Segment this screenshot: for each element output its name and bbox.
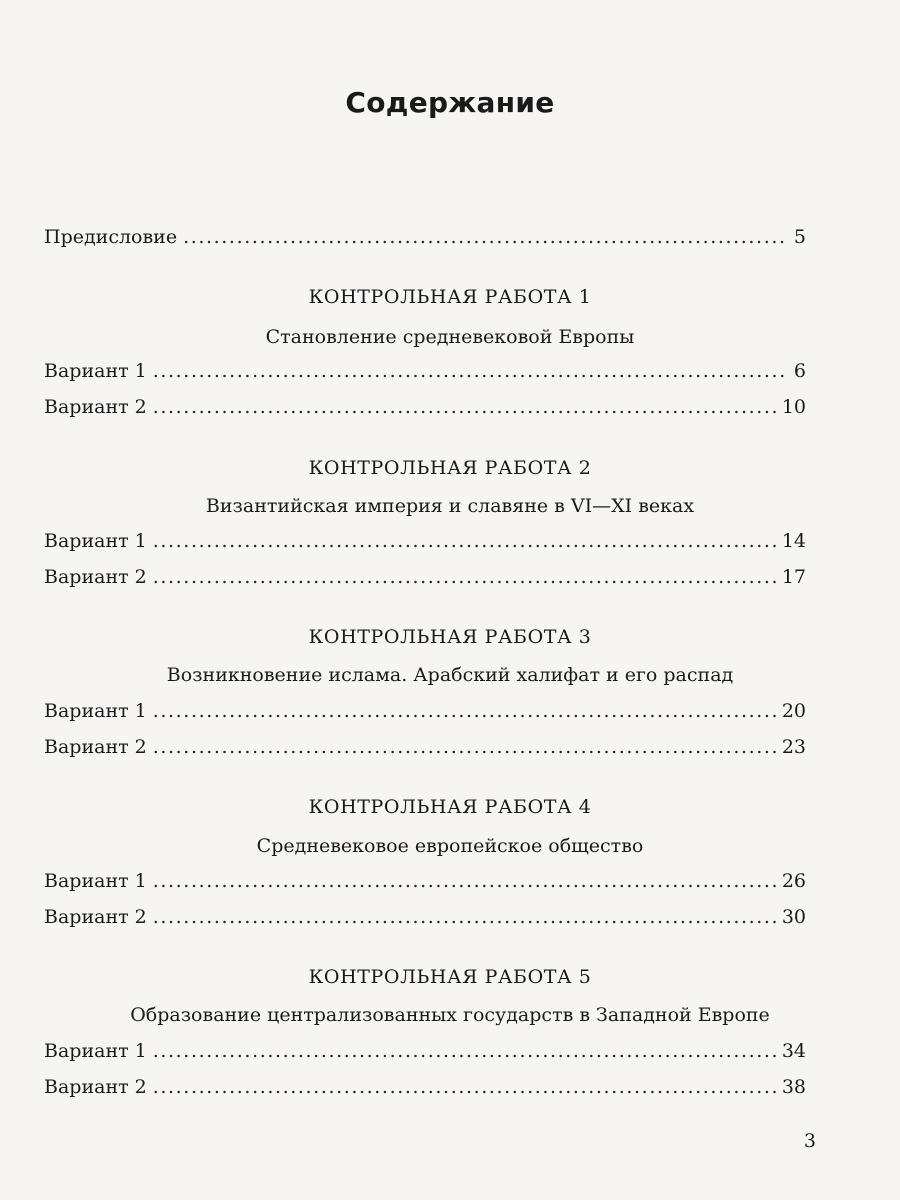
section-heading: КОНТРОЛЬНАЯ РАБОТА 3	[308, 626, 592, 648]
toc-entry-label: Вариант 1	[44, 1040, 147, 1062]
leader-dots	[153, 528, 776, 554]
toc-entry-variant[interactable]	[44, 698, 806, 724]
toc-entry-label: Вариант 2	[44, 906, 147, 928]
leader-dots	[153, 1074, 776, 1100]
toc-entry-variant[interactable]	[44, 394, 806, 420]
toc-entry-variant[interactable]	[44, 904, 806, 930]
toc-entry-variant[interactable]	[44, 868, 806, 894]
toc-entry-page: 6	[793, 360, 806, 382]
toc-entry-variant[interactable]	[44, 734, 806, 760]
toc-entry-page: 38	[781, 1076, 806, 1098]
toc-entry-label: Вариант 1	[44, 870, 147, 892]
toc-entry-variant[interactable]	[44, 1038, 806, 1064]
leader-dots	[153, 868, 776, 894]
section-heading: КОНТРОЛЬНАЯ РАБОТА 4	[308, 796, 592, 818]
leader-dots	[153, 698, 776, 724]
leader-dots	[153, 734, 776, 760]
toc-entry-page: 34	[781, 1040, 806, 1062]
toc-entry-label: Вариант 2	[44, 396, 147, 418]
toc-entry-variant[interactable]	[44, 564, 806, 590]
toc-entry-page: 26	[781, 870, 806, 892]
page-number: 3	[803, 1130, 816, 1152]
toc-entry-label: Вариант 1	[44, 530, 147, 552]
page-title: Содержание	[345, 86, 555, 119]
leader-dots	[153, 358, 788, 384]
leader-dots	[153, 564, 776, 590]
leader-dots	[153, 904, 776, 930]
section-subtitle: Становление средневековой Европы	[265, 326, 635, 348]
toc-entry-page: 14	[781, 530, 806, 552]
leader-dots	[153, 394, 776, 420]
section-heading: КОНТРОЛЬНАЯ РАБОТА 5	[308, 966, 592, 988]
toc-entry-page: 10	[781, 396, 806, 418]
leader-dots	[153, 1038, 776, 1064]
toc-entry-variant[interactable]	[44, 358, 806, 384]
section-heading: КОНТРОЛЬНАЯ РАБОТА 2	[308, 457, 592, 479]
leader-dots	[183, 224, 788, 250]
toc-entry-page: 23	[781, 736, 806, 758]
toc-entry-label: Вариант 1	[44, 360, 147, 382]
toc-entry-page: 17	[781, 566, 806, 588]
section-subtitle: Средневековое европейское общество	[256, 835, 644, 857]
toc-entry-label: Вариант 2	[44, 1076, 147, 1098]
toc-entry-label: Вариант 2	[44, 566, 147, 588]
toc-entry-preface[interactable]	[44, 224, 806, 250]
toc-entry-label: Вариант 1	[44, 700, 147, 722]
section-subtitle: Образование централизованных государств в Западной Европе	[130, 1004, 770, 1026]
toc-entry-page: 30	[781, 906, 806, 928]
toc-entry-variant[interactable]	[44, 1074, 806, 1100]
section-subtitle: Возникновение ислама. Арабский халифат и его распад	[166, 664, 734, 686]
section-subtitle: Византийская империя и славяне в VI—XI веках	[205, 495, 695, 517]
toc-entry-page: 5	[793, 226, 806, 248]
toc-entry-page: 20	[781, 700, 806, 722]
toc-entry-variant[interactable]	[44, 528, 806, 554]
section-heading: КОНТРОЛЬНАЯ РАБОТА 1	[308, 286, 592, 308]
toc-entry-label: Вариант 2	[44, 736, 147, 758]
toc-entry-label: Предисловие	[44, 226, 178, 248]
